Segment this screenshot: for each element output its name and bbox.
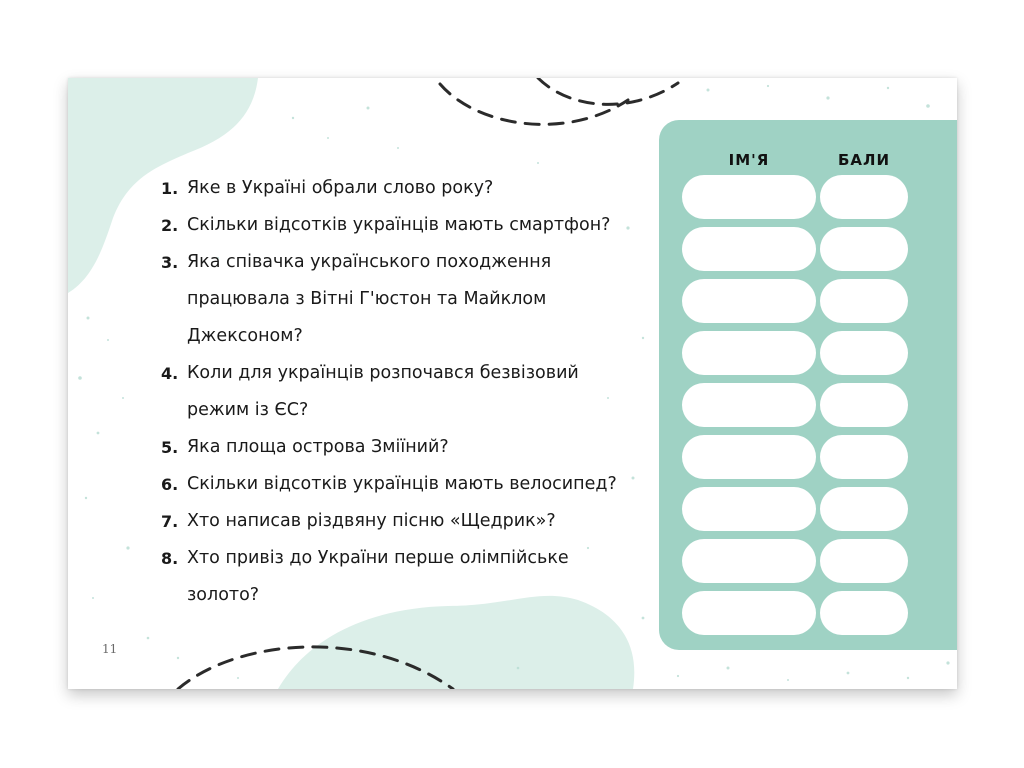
name-field[interactable] [682, 539, 816, 583]
score-field[interactable] [820, 539, 908, 583]
name-field[interactable] [682, 279, 816, 323]
question-text: Джексоном? [187, 326, 303, 346]
score-field[interactable] [820, 591, 908, 635]
name-field[interactable] [682, 383, 816, 427]
question-text: Коли для українців розпочався безвізовий [187, 363, 579, 383]
top-dashed-arc-2 [538, 78, 678, 104]
question-item [161, 170, 631, 207]
question-number: 6 . [161, 466, 185, 503]
question-number: 5 . [161, 429, 185, 466]
score-field[interactable] [820, 279, 908, 323]
question-number: 4 . [161, 355, 185, 392]
page-number: 11 [102, 642, 118, 656]
question-number: 8 . [161, 540, 185, 577]
question-text: Скільки відсотків українців мають велосипед? [187, 474, 617, 494]
name-column-header: ІМ'Я [728, 151, 770, 169]
score-field[interactable] [820, 175, 908, 219]
question-item [161, 207, 631, 244]
question-item [161, 355, 631, 429]
question-item [161, 503, 631, 540]
name-field[interactable] [682, 591, 816, 635]
name-field[interactable] [682, 331, 816, 375]
top-dashed-arc [440, 84, 628, 124]
name-field[interactable] [682, 487, 816, 531]
question-item [161, 540, 631, 614]
question-list [161, 170, 631, 614]
question-number: 1 . [161, 170, 185, 207]
score-field[interactable] [820, 487, 908, 531]
question-text: Хто привіз до України перше олімпійське [187, 548, 569, 568]
question-item [161, 429, 631, 466]
worksheet-page [68, 78, 957, 689]
question-text: Скільки відсотків українців мають смартфон? [187, 215, 611, 235]
question-number: 3 . [161, 244, 185, 281]
question-text: Яка площа острова Зміїний? [187, 437, 449, 457]
name-field[interactable] [682, 435, 816, 479]
question-text: Хто написав різдвяну пісню «Щедрик»? [187, 511, 556, 531]
question-item [161, 244, 631, 355]
question-number: 7 . [161, 503, 185, 540]
question-text: режим із ЄС? [187, 400, 309, 420]
score-field[interactable] [820, 435, 908, 479]
question-text: золото? [187, 585, 260, 605]
score-field[interactable] [820, 383, 908, 427]
question-text: Яке в Україні обрали слово року? [187, 178, 494, 198]
question-item [161, 466, 631, 503]
question-text: Яка співачка українського походження [187, 252, 552, 272]
score-field[interactable] [820, 331, 908, 375]
score-column-header: БАЛИ [837, 151, 891, 169]
score-table-panel [659, 120, 957, 650]
question-text: працювала з Вітні Г'юстон та Майклом [187, 289, 547, 309]
score-field[interactable] [820, 227, 908, 271]
name-field[interactable] [682, 227, 816, 271]
question-number: 2 . [161, 207, 185, 244]
name-field[interactable] [682, 175, 816, 219]
